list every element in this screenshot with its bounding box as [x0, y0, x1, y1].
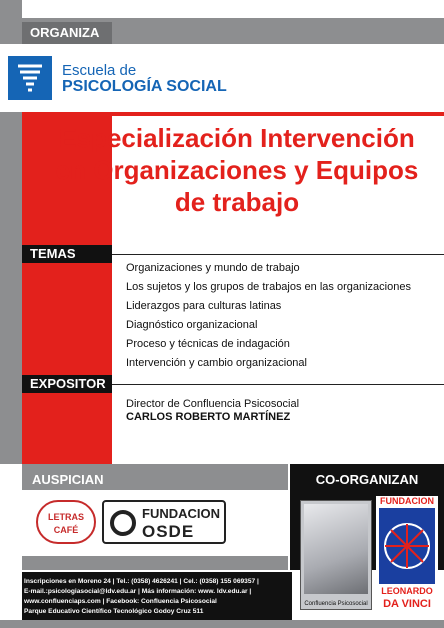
- footer-line: Parque Educativo Científico Tecnológico Godoy Cruz 511: [24, 608, 204, 615]
- title-line-2: en Organizaciones y Equipos: [55, 155, 419, 185]
- tornado-icon: [8, 56, 52, 100]
- bottom-bar: [0, 620, 444, 628]
- logo-line1: Escuela de: [62, 62, 137, 79]
- page-title: [30, 122, 444, 218]
- organiza-label: ORGANIZA: [22, 22, 112, 44]
- list-item: Intervención y cambio organizacional: [126, 357, 307, 369]
- confluencia-image: [304, 504, 368, 594]
- osde-line2: OSDE: [142, 522, 195, 541]
- expositor-name: CARLOS ROBERTO MARTÍNEZ: [126, 411, 291, 423]
- letras-cafe-logo: [36, 500, 96, 544]
- list-item: Organizaciones y mundo de trabajo: [126, 262, 300, 274]
- temas-list: [126, 259, 411, 373]
- confluencia-caption: Confluencia Psicosocial: [304, 601, 368, 607]
- letras-cafe-line2: CAFÉ: [53, 525, 79, 535]
- confluencia-logo: [300, 500, 372, 610]
- ldv-line2: LEONARDO: [381, 586, 433, 596]
- coorganizan-label: CO-ORGANIZAN: [315, 472, 419, 487]
- top-bar: [0, 0, 444, 44]
- logo-line2: PSICOLOGÍA SOCIAL: [62, 78, 227, 95]
- footer-line: E-mail.:psicologiasocial@ldv.edu.ar | Más información: www. ldv.edu.ar |: [24, 588, 252, 595]
- title-line-3: de trabajo: [174, 187, 300, 217]
- osde-line1: FUNDACION: [142, 506, 220, 521]
- letras-cafe-line1: LETRAS: [48, 512, 84, 522]
- list-item: Los sujetos y los grupos de trabajos en las organizaciones: [126, 281, 411, 293]
- expositor-role: Director de Confluencia Psicosocial: [126, 398, 300, 410]
- expositor-label: EXPOSITOR: [22, 375, 112, 393]
- temas-label: TEMAS: [22, 245, 112, 263]
- osde-icon: [110, 510, 136, 536]
- divider: [22, 112, 444, 116]
- list-item: Liderazgos para culturas latinas: [126, 300, 282, 312]
- title-line-1: Especialización Intervención: [59, 123, 415, 153]
- list-item: Proceso y técnicas de indagación: [126, 338, 290, 350]
- list-item: Diagnóstico organizacional: [126, 319, 258, 331]
- footer-line: www.confluenciaps.com | Facebook: Confluencia Psicosocial: [24, 598, 217, 605]
- ldv-line1: FUNDACION: [380, 496, 434, 506]
- ldv-art: [379, 508, 435, 584]
- ldv-logo: [376, 496, 438, 614]
- top-white-strip: [22, 0, 444, 18]
- footer-line: Inscripciones en Moreno 24 | Tel.: (0358) 4626241 | Cel.: (0358) 155 069357 |: [24, 578, 259, 585]
- ldv-line3: DA VINCI: [383, 598, 431, 610]
- osde-logo: [102, 500, 226, 544]
- auspician-label: AUSPICIAN: [32, 472, 104, 487]
